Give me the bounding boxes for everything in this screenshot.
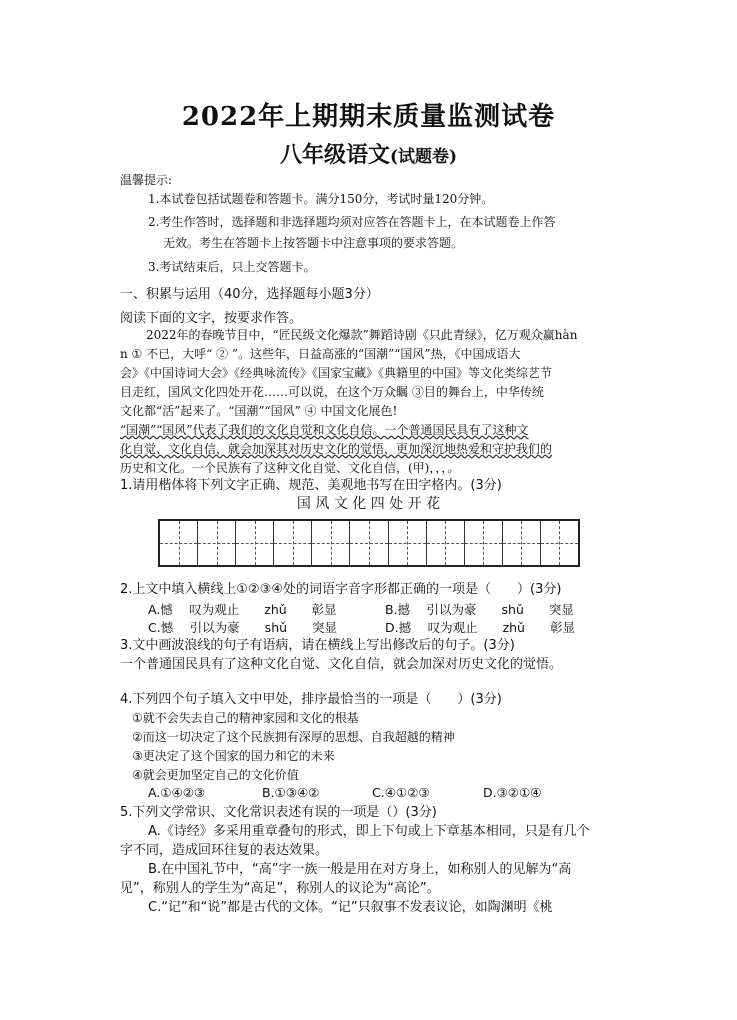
q3-answer: 一个普通国民具有了这种文化自觉、文化自信，就会加深对历史文化的觉悟。 — [120, 657, 563, 672]
grid-cell — [236, 521, 274, 565]
q4-option-c: C.④①②③ — [372, 785, 430, 800]
q4-sentence-4: ④就会更加坚定自己的文化价值 — [132, 768, 299, 782]
q3-prompt: 3.文中画波浪线的句子有语病，请在横线上写出修改后的句子。(3分) — [120, 638, 515, 653]
grid-cell — [541, 521, 578, 565]
q5-option-b-line-2: 见”，称别人的学生为“高足”，称别人的议论为“高论”。 — [120, 881, 440, 896]
passage-line-8: 历史和文化。一个民族有了这种文化自觉、文化自信，(甲)，，，。 — [120, 461, 460, 475]
grid-cell — [198, 521, 236, 565]
section1-intro: 阅读下面的文字，按要求作答。 — [120, 311, 303, 326]
grid-cell — [274, 521, 312, 565]
q2-option-b: B.撼 引以为豪 shǔ 突显 — [385, 602, 574, 617]
q4-option-b: B.①③④② — [262, 785, 320, 800]
grid-cell — [389, 521, 427, 565]
grid-cell — [160, 521, 198, 565]
grid-cell — [465, 521, 503, 565]
passage-line-2: n ① 不已，大呼“ ② ”。这些年，日益高涨的“国潮”“国风”热，《中国成语大 — [120, 347, 521, 361]
q5-option-a-line-2: 字不同，造成回环往复的表达效果。 — [120, 843, 329, 858]
grid-cell — [350, 521, 388, 565]
q2-option-a: A.憾 叹为观止 zhǔ 彰显 — [148, 602, 337, 617]
q2-option-c: C.憾 引以为豪 shǔ 突显 — [148, 620, 338, 635]
exam-subtitle — [0, 138, 737, 169]
grid-cell — [312, 521, 350, 565]
q5-option-a-line-1: A.《诗经》多采用重章叠句的形式，即上下句或上下章基本相同，只是有几个 — [148, 824, 590, 839]
passage-line-7: 化自觉、文化自信，就会加深其对历史文化的觉悟，更加深沉地热爱和守护我们的 — [120, 442, 553, 456]
passage-line-4: 目走红，国风文化四处开花……可以说，在这个万众瞩 ③目的舞台上，中华传统 — [120, 385, 544, 399]
q4-prompt: 4.下列四个句子填入文中甲处，排序最恰当的一项是（ ）(3分) — [120, 692, 502, 707]
passage-line-6: “国潮”“国风”代表了我们的文化自觉和文化自信。一个普通国民具有了这种文 — [120, 423, 529, 437]
tips-item-3: 3.考试结束后，只上交答题卡。 — [148, 260, 316, 274]
subtitle-paren: (试题卷) — [389, 147, 458, 167]
q5-option-c-line-1: C.“记”和“说”都是古代的文体。“记”只叙事不发表议论，如陶渊明《桃 — [148, 900, 553, 915]
q1-prompt: 1.请用楷体将下列文字正确、规范、美观地书写在田字格内。(3分) — [120, 478, 502, 493]
q1-phrase: 国 风 文 化 四 处 开 花 — [296, 496, 441, 512]
section1-heading: 一、积累与运用（40分，选择题每小题3分） — [120, 287, 379, 302]
q2-prompt: 2.上文中填入横线上①②③④处的词语字音字形都正确的一项是（ ）(3分) — [120, 582, 562, 597]
passage-line-5: 文化都“活”起来了。“国潮”“国风” ④ 中国文化展色! — [120, 404, 398, 418]
q5-prompt: 5.下列文学常识、文化常识表述有误的一项是（）(3分) — [120, 805, 437, 820]
q4-option-d: D.③②①④ — [483, 785, 542, 800]
exam-title: 2022年上期期末质量监测试卷 — [181, 102, 556, 132]
q4-sentence-1: ①就不会失去自己的精神家园和文化的根基 — [132, 711, 359, 725]
tianzige-grid — [158, 519, 580, 567]
grid-cell — [427, 521, 465, 565]
tips-item-2b: 无效。考生在答题卡上按答题卡中注意事项的要求答题。 — [163, 236, 464, 250]
q4-sentence-3: ③更决定了这个国家的国力和它的未来 — [132, 749, 335, 763]
grid-cell — [503, 521, 541, 565]
tips-item-2a: 2.考生作答时，选择题和非选择题均须对应答在答题卡上，在本试题卷上作答 — [148, 215, 556, 229]
q5-option-b-line-1: B.在中国礼节中，“高”字一族一般是用在对方身上，如称别人的见解为“高 — [148, 862, 572, 877]
q4-sentence-2: ②而这一切决定了这个民族拥有深厚的思想、自我超越的精神 — [132, 730, 455, 744]
passage-line-1: 2022年的春晚节目中，“匠民级文化爆款”舞蹈诗剧《只此青绿》，亿万观众赢hàn — [146, 328, 578, 342]
subtitle-main: 八年级语文 — [279, 142, 390, 168]
q4-option-a: A.①④②③ — [148, 785, 206, 800]
q2-option-d: D.撼 叹为观止 zhǔ 彰显 — [385, 620, 575, 635]
passage-line-3: 会》《中国诗词大会》《经典咏流传》《国家宝藏》《典籍里的中国》等文化类综艺节 — [120, 366, 553, 380]
tips-item-1: 1.本试卷包括试题卷和答题卡。满分150分，考试时量120分钟。 — [148, 192, 494, 206]
tips-heading: 温馨提示: — [120, 173, 173, 187]
